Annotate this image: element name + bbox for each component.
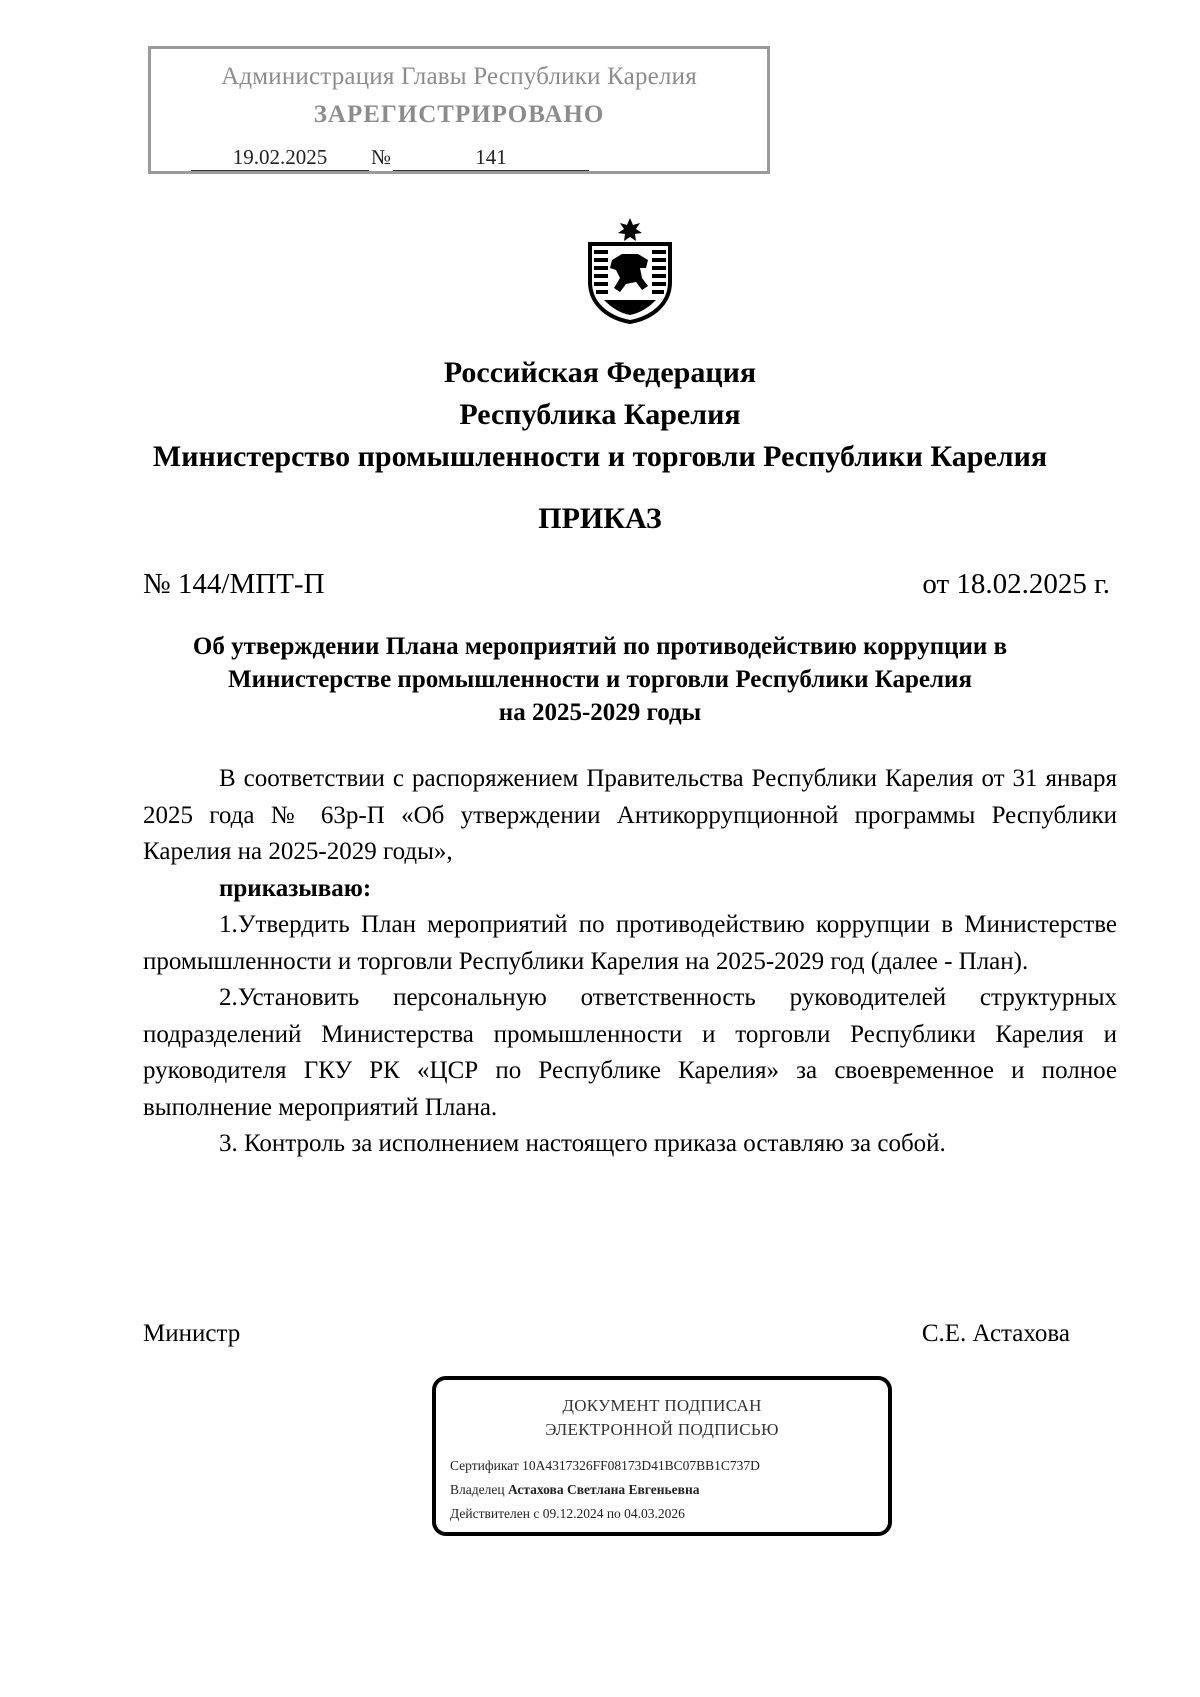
order-number: № 144/МПТ-П — [143, 568, 325, 600]
stamp-date: 19.02.2025 — [191, 145, 369, 171]
valid-to-label: по — [606, 1506, 621, 1521]
stamp-number-label: № — [370, 145, 392, 169]
esign-certificate-row — [450, 1458, 760, 1474]
document-subject — [150, 630, 1050, 729]
electronic-signature-stamp — [432, 1376, 892, 1536]
document-body — [143, 761, 1117, 1163]
esign-title-line1: ДОКУМЕНТ ПОДПИСАН — [562, 1396, 762, 1415]
stamp-registration-row — [191, 145, 589, 171]
stamp-organization: Администрация Главы Республики Карелия — [221, 63, 697, 90]
valid-to: 04.03.2026 — [624, 1506, 685, 1521]
command: приказываю: — [219, 874, 372, 902]
certificate-label: Сертификат — [450, 1458, 519, 1473]
header-region: Республика Карелия — [459, 398, 741, 431]
preamble: В соответствии с распоряжением Правительства Республики Карелия от 31 января 2025 года № 63р-П «Об утверждении Антикоррупционной программы Республики Карелия на 2025-2029 годы», — [143, 765, 1117, 865]
esign-owner-row — [450, 1482, 699, 1498]
esign-title-line2: ЭЛЕКТРОННОЙ ПОДПИСЬЮ — [545, 1420, 779, 1439]
stamp-status: ЗАРЕГИСТРИРОВАНО — [313, 101, 605, 128]
karelia-coat-of-arms-icon — [582, 216, 678, 324]
subject-line: на 2025-2029 годы — [498, 699, 702, 726]
certificate-value: 10A4317326FF08173D41BC07BB1C737D — [522, 1458, 760, 1473]
header-ministry: Министерство промышленности и торговли Республики Карелия — [152, 440, 1048, 473]
owner-label: Владелец — [450, 1482, 505, 1497]
order-item: 3. Контроль за исполнением настоящего приказа оставляю за собой. — [219, 1130, 946, 1157]
valid-from: 09.12.2024 — [542, 1506, 604, 1521]
order-item: 1.Утвердить План мероприятий по противодействию коррупции в Министерстве промышленности и торговли Республики Карелия на 2025-2029 год (далее - План). — [143, 911, 1117, 975]
header-country: Российская Федерация — [443, 356, 757, 389]
subject-line: Министерстве промышленности и торговли Республики Карелия — [228, 666, 972, 693]
order-date: от 18.02.2025 г. — [922, 568, 1110, 600]
owner-value: Астахова Светлана Евгеньевна — [507, 1482, 700, 1497]
valid-label: Действителен — [450, 1506, 530, 1521]
document-type: ПРИКАЗ — [538, 502, 662, 535]
valid-from-label: с — [533, 1506, 540, 1521]
signatory-role: Министр — [143, 1320, 241, 1347]
subject-line: Об утверждении Плана мероприятий по противодействию коррупции в — [192, 633, 1008, 660]
signatory-name: С.Е. Астахова — [921, 1320, 1070, 1347]
stamp-number: 141 — [393, 145, 589, 171]
esign-validity-row — [450, 1506, 685, 1522]
registration-stamp — [148, 46, 770, 174]
order-item: 2.Установить персональную ответственность руководителей структурных подразделений Министерства промышленности и торговли Республики Карелия и руководителя ГКУ РК «ЦСР по Республике Карелия» за своевременное и полное выполнение мероприятий Плана. — [143, 984, 1117, 1121]
